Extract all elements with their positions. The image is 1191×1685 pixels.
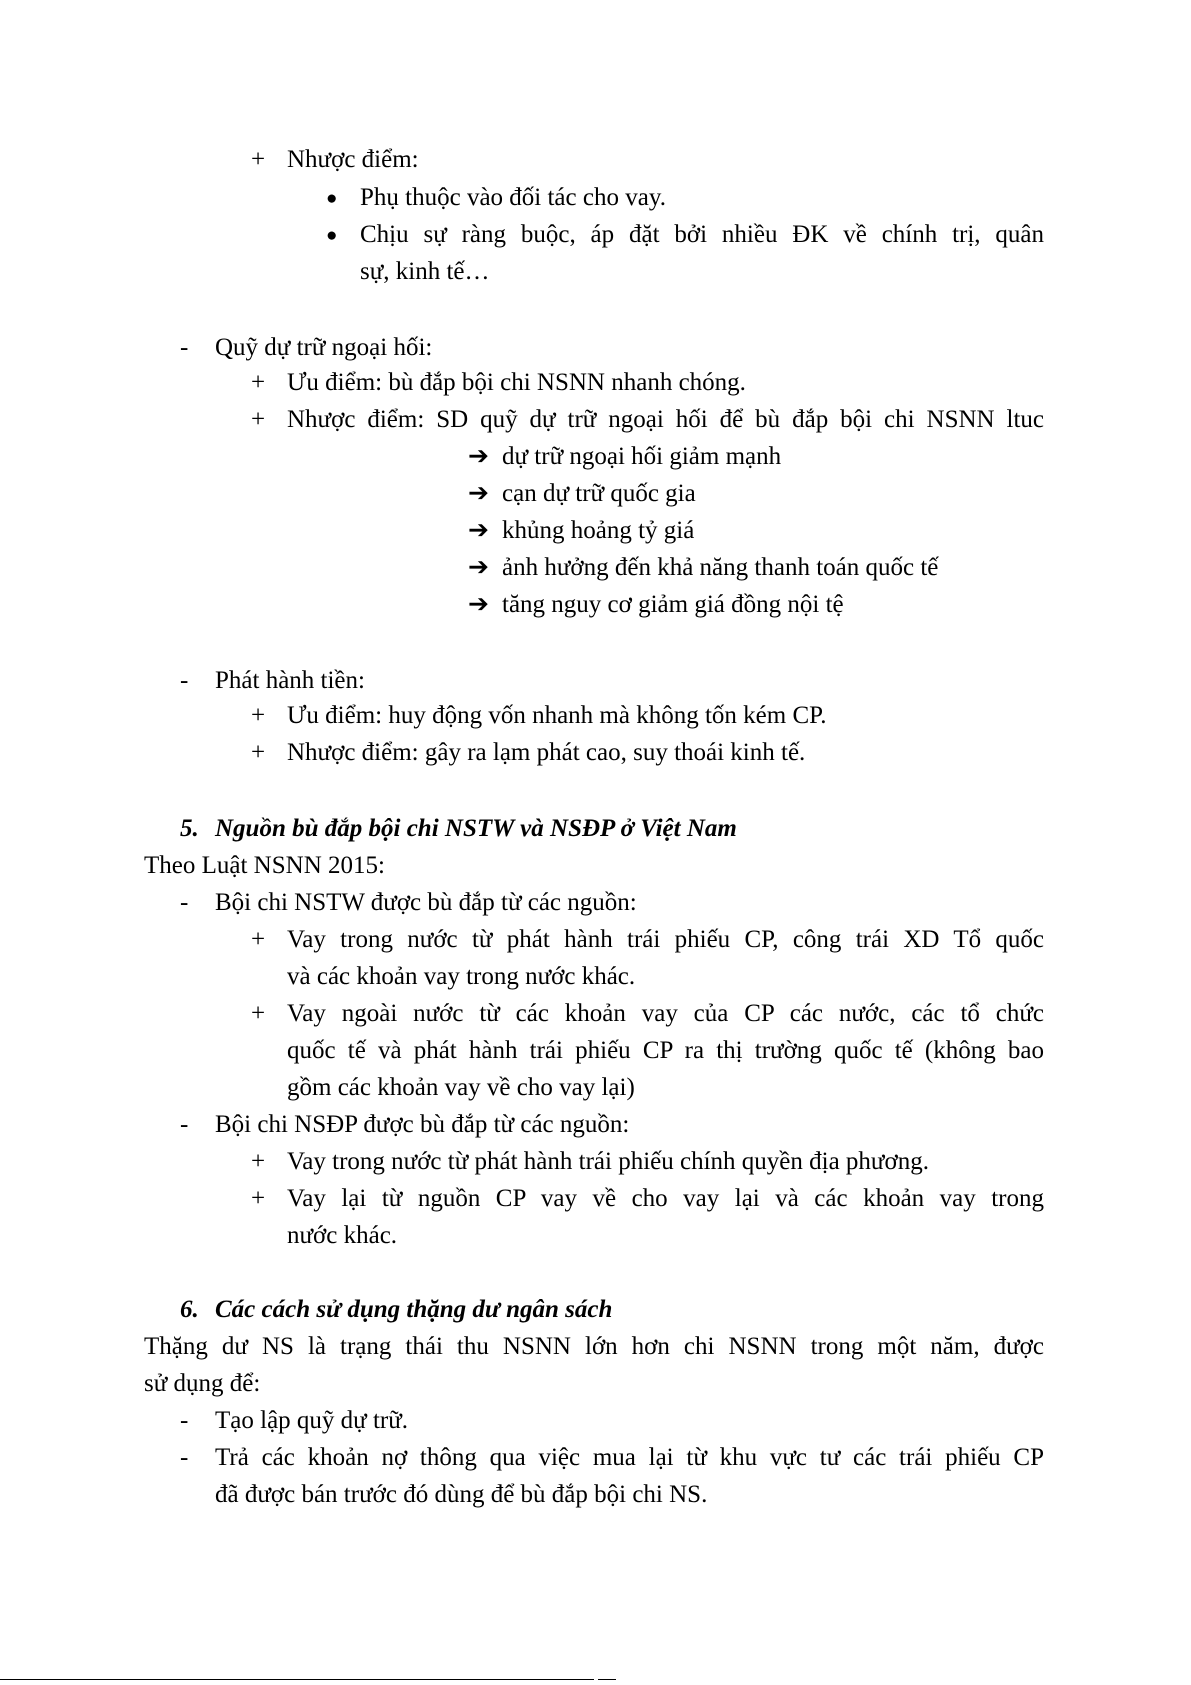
arrow-icon: ➔: [468, 554, 489, 581]
money-uu: Ưu điểm: huy động vốn nhanh mà không tốn kém CP.: [287, 702, 827, 729]
bullet-text: Phụ thuộc vào đối tác cho vay.: [360, 184, 666, 211]
plus-marker: +: [251, 146, 266, 173]
money-nhuoc: Nhược điểm: gây ra lạm phát cao, suy thoái kinh tế.: [287, 739, 806, 766]
plus-marker: +: [251, 1185, 266, 1212]
arrow-icon: ➔: [468, 480, 489, 507]
money-title: Phát hành tiền:: [215, 667, 365, 694]
arrow-icon: ➔: [468, 443, 489, 470]
nsdp-item: Vay lại từ nguồn CP vay về cho vay lại và các khoản vay trong: [287, 1185, 1044, 1212]
footer-rule: [0, 1679, 594, 1680]
section-heading: Các cách sử dụng thặng dư ngân sách: [215, 1296, 613, 1323]
reserve-title: Quỹ dự trữ ngoại hối:: [215, 334, 433, 361]
reserve-nhuoc: Nhược điểm: SD quỹ dự trữ ngoại hối để bù đắp bội chi NSNN ltuc: [287, 406, 1044, 433]
section-heading: Nguồn bù đắp bội chi NSTW và NSĐP ở Việt Nam: [215, 815, 737, 842]
nstw-item: Vay ngoài nước từ các khoản vay của CP các nước, các tổ chức: [287, 1000, 1044, 1027]
nstw-item-cont: gồm các khoản vay về cho vay lại): [287, 1074, 635, 1101]
section-number: 6.: [180, 1296, 199, 1323]
section-intro-cont: sử dụng để:: [144, 1370, 261, 1397]
plus-marker: +: [251, 369, 266, 396]
plus-marker: +: [251, 702, 266, 729]
dash-marker: -: [180, 667, 189, 694]
footer-mark: [598, 1679, 616, 1680]
nstw-item-cont: quốc tế và phát hành trái phiếu CP ra thị trường quốc tế (không bao: [287, 1037, 1044, 1064]
nsdp-item-cont: nước khác.: [287, 1222, 398, 1249]
arrow-item: tăng nguy cơ giảm giá đồng nội tệ: [502, 591, 844, 618]
arrow-item: cạn dự trữ quốc gia: [502, 480, 696, 507]
arrow-item: khủng hoảng tỷ giá: [502, 517, 695, 544]
nsdp-item: Vay trong nước từ phát hành trái phiếu chính quyền địa phương.: [287, 1148, 929, 1175]
nhuoc-label: Nhược điểm:: [287, 146, 419, 173]
surplus-item: Trả các khoản nợ thông qua việc mua lại từ khu vực tư các trái phiếu CP: [215, 1444, 1044, 1471]
bullet-icon: ●: [326, 188, 338, 209]
dash-marker: -: [180, 1111, 189, 1138]
surplus-item-cont: đã được bán trước đó dùng để bù đắp bội chi NS.: [215, 1481, 708, 1508]
bullet-text-cont: sự, kinh tế…: [360, 258, 490, 285]
nstw-title: Bội chi NSTW được bù đắp từ các nguồn:: [215, 889, 637, 916]
nstw-item-cont: và các khoản vay trong nước khác.: [287, 963, 636, 990]
plus-marker: +: [251, 739, 266, 766]
dash-marker: -: [180, 1444, 189, 1471]
section-intro: Thặng dư NS là trạng thái thu NSNN lớn hơn chi NSNN trong một năm, được: [144, 1333, 1044, 1360]
arrow-item: dự trữ ngoại hối giảm mạnh: [502, 443, 782, 470]
bullet-text: Chịu sự ràng buộc, áp đặt bởi nhiều ĐK về chính trị, quân: [360, 221, 1044, 248]
section-intro: Theo Luật NSNN 2015:: [144, 852, 385, 879]
nsdp-title: Bội chi NSĐP được bù đắp từ các nguồn:: [215, 1111, 630, 1138]
reserve-uu: Ưu điểm: bù đắp bội chi NSNN nhanh chóng.: [287, 369, 746, 396]
dash-marker: -: [180, 334, 189, 361]
section-number: 5.: [180, 815, 199, 842]
plus-marker: +: [251, 1148, 266, 1175]
arrow-icon: ➔: [468, 591, 489, 618]
plus-marker: +: [251, 926, 266, 953]
bullet-icon: ●: [326, 225, 338, 246]
dash-marker: -: [180, 1407, 189, 1434]
arrow-item: ảnh hưởng đến khả năng thanh toán quốc tế: [502, 554, 939, 581]
plus-marker: +: [251, 1000, 266, 1027]
nstw-item: Vay trong nước từ phát hành trái phiếu CP, công trái XD Tổ quốc: [287, 926, 1044, 953]
arrow-icon: ➔: [468, 517, 489, 544]
surplus-item: Tạo lập quỹ dự trữ.: [215, 1407, 409, 1434]
plus-marker: +: [251, 406, 266, 433]
dash-marker: -: [180, 889, 189, 916]
